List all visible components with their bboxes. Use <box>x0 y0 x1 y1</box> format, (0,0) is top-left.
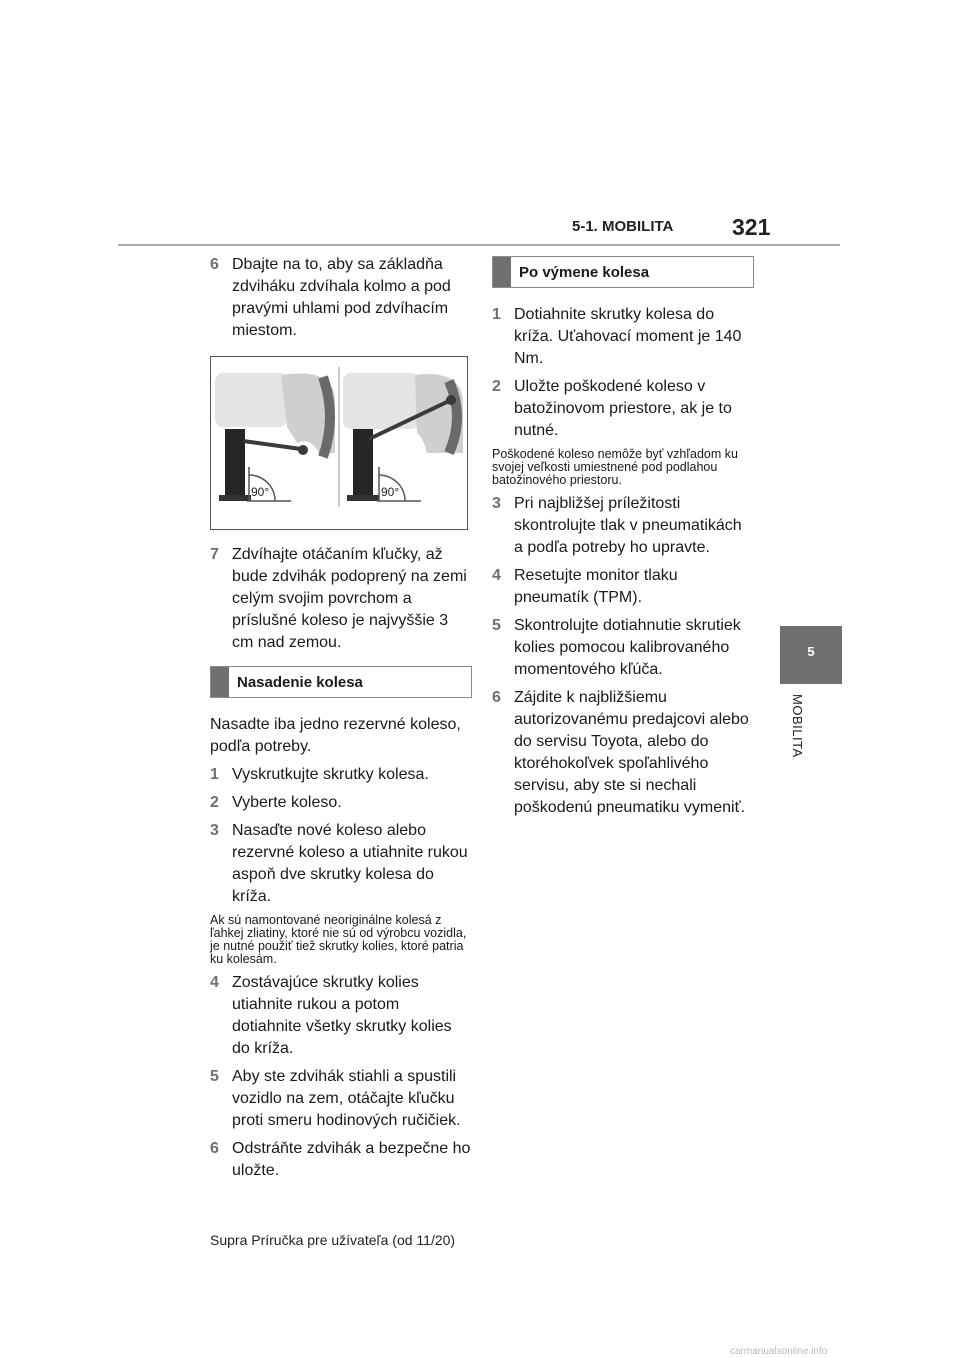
intro-text: Nasadte iba jedno rezervné koleso, podľa potreby. <box>210 716 461 755</box>
section-title: Nasadenie kolesa <box>237 673 363 691</box>
after-step-4 <box>492 565 754 609</box>
header-divider <box>118 244 840 246</box>
section-heading-after-change <box>492 256 754 288</box>
chapter-number: 5 <box>807 644 815 659</box>
step-number: 1 <box>492 306 501 323</box>
step-number: 1 <box>210 766 219 783</box>
watermark: carmanualsonline.info <box>730 1346 828 1357</box>
step-text: Dbajte na to, aby sa základňa zdviháku zdvíhala kolmo a pod pravými uhlami pod zdvíhacím miestom. <box>232 256 451 339</box>
step-text: Uložte poškodené koleso v batožinovom priestore, ak je to nutné. <box>514 378 732 439</box>
step-number: 3 <box>492 495 501 512</box>
car-body-left <box>215 373 287 427</box>
step-text: Pri najbližšej príležitosti skontrolujte tlak v pneumatikách a podľa potreby ho upravte. <box>514 495 742 556</box>
chapter-tab <box>780 626 842 684</box>
jack-illustration-svg <box>211 357 467 529</box>
fit-step-2 <box>210 792 472 814</box>
damaged-wheel-note: Poškodené koleso nemôže byť vzhľadom ku svojej veľkosti umiestnené pod podlahou batožinového priestoru. <box>492 447 738 487</box>
step-text: Vyberte koleso. <box>232 794 342 811</box>
step-number: 5 <box>210 1068 219 1085</box>
fit-step-5 <box>210 1066 472 1132</box>
step-number: 2 <box>492 378 501 395</box>
step-number: 2 <box>210 794 219 811</box>
step-text: Aby ste zdvihák stiahli a spustili vozidlo na zem, otáčajte kľučku proti smeru hodinových ručičiek. <box>232 1068 461 1129</box>
after-step-2 <box>492 376 754 442</box>
left-column <box>210 254 472 1188</box>
step-text: Zdvíhajte otáčaním kľučky, až bude zdvihák podoprený na zemi celým svojim povrchom a príslušné koleso je najvyššie 3 cm nad zemou. <box>232 546 467 651</box>
step-text: Odstráňte zdvihák a bezpečne ho uložte. <box>232 1140 471 1179</box>
crank-left <box>243 441 301 449</box>
section-marker <box>493 257 511 287</box>
after-step-6 <box>492 687 754 819</box>
step-text: Nasaďte nové koleso alebo rezervné koleso a utiahnite rukou aspoň dve skrutky kolesa do kríža. <box>232 822 468 905</box>
step-text: Vyskrutkujte skrutky kolesa. <box>232 766 429 783</box>
step-6-jack-base <box>210 254 472 342</box>
after-step-3 <box>492 493 754 559</box>
fit-step-3 <box>210 820 472 908</box>
page-footer: Supra Príručka pre užívateľa (od 11/20) <box>210 1232 456 1248</box>
step-text: Resetujte monitor tlaku pneumatík (TPM). <box>514 567 678 606</box>
section-marker <box>211 667 229 697</box>
page-number: 321 <box>732 214 771 240</box>
step-text: Zájdite k najbližšiemu autorizovanému predajcovi alebo do servisu Toyota, alebo do ktoréhokoľvek spoľahlivého servisu, aby ste si nechali poškodenú pneumatiku vymeniť. <box>514 689 749 816</box>
right-column <box>492 256 754 825</box>
angle-label-left: 90° <box>251 485 270 499</box>
step-number: 4 <box>210 974 219 991</box>
step-number: 7 <box>210 546 219 563</box>
step-7-crank <box>210 544 472 654</box>
step-text: Dotiahnite skrutky kolesa do kríža. Uťahovací moment je 140 Nm. <box>514 306 742 367</box>
jack-base-left <box>219 495 251 501</box>
fit-step-4 <box>210 972 472 1060</box>
jack-illustration <box>210 356 468 530</box>
crank-handle-left <box>298 445 308 455</box>
angle-label-right: 90° <box>381 485 400 499</box>
jack-left <box>225 429 245 499</box>
chapter-label: MOBILITA <box>790 694 805 758</box>
crank-handle-right <box>446 395 456 405</box>
step-number: 6 <box>210 1140 219 1157</box>
after-step-5 <box>492 615 754 681</box>
step-number: 3 <box>210 822 219 839</box>
alloy-wheel-note: Ak sú namontované neoriginálne kolesá z ľahkej zliatiny, ktoré nie sú od výrobcu vozidla, je nutné použiť tiež skrutky kolies, ktoré patria ku kolesám. <box>210 913 467 966</box>
section-title: Po výmene kolesa <box>519 263 650 281</box>
after-step-1 <box>492 304 754 370</box>
step-text: Skontrolujte dotiahnutie skrutiek kolies pomocou kalibrovaného momentového kľúča. <box>514 617 741 678</box>
step-number: 5 <box>492 617 501 634</box>
step-number: 6 <box>492 689 501 706</box>
section-heading-fitting <box>210 666 472 698</box>
section-header: 5-1. MOBILITA <box>572 218 674 235</box>
fit-step-6 <box>210 1138 472 1182</box>
step-text: Zostávajúce skrutky kolies utiahnite rukou a potom dotiahnite všetky skrutky kolies do kríža. <box>232 974 452 1057</box>
step-number: 4 <box>492 567 501 584</box>
jack-base-right <box>347 495 379 501</box>
fit-step-1 <box>210 764 472 786</box>
step-number: 6 <box>210 256 219 273</box>
